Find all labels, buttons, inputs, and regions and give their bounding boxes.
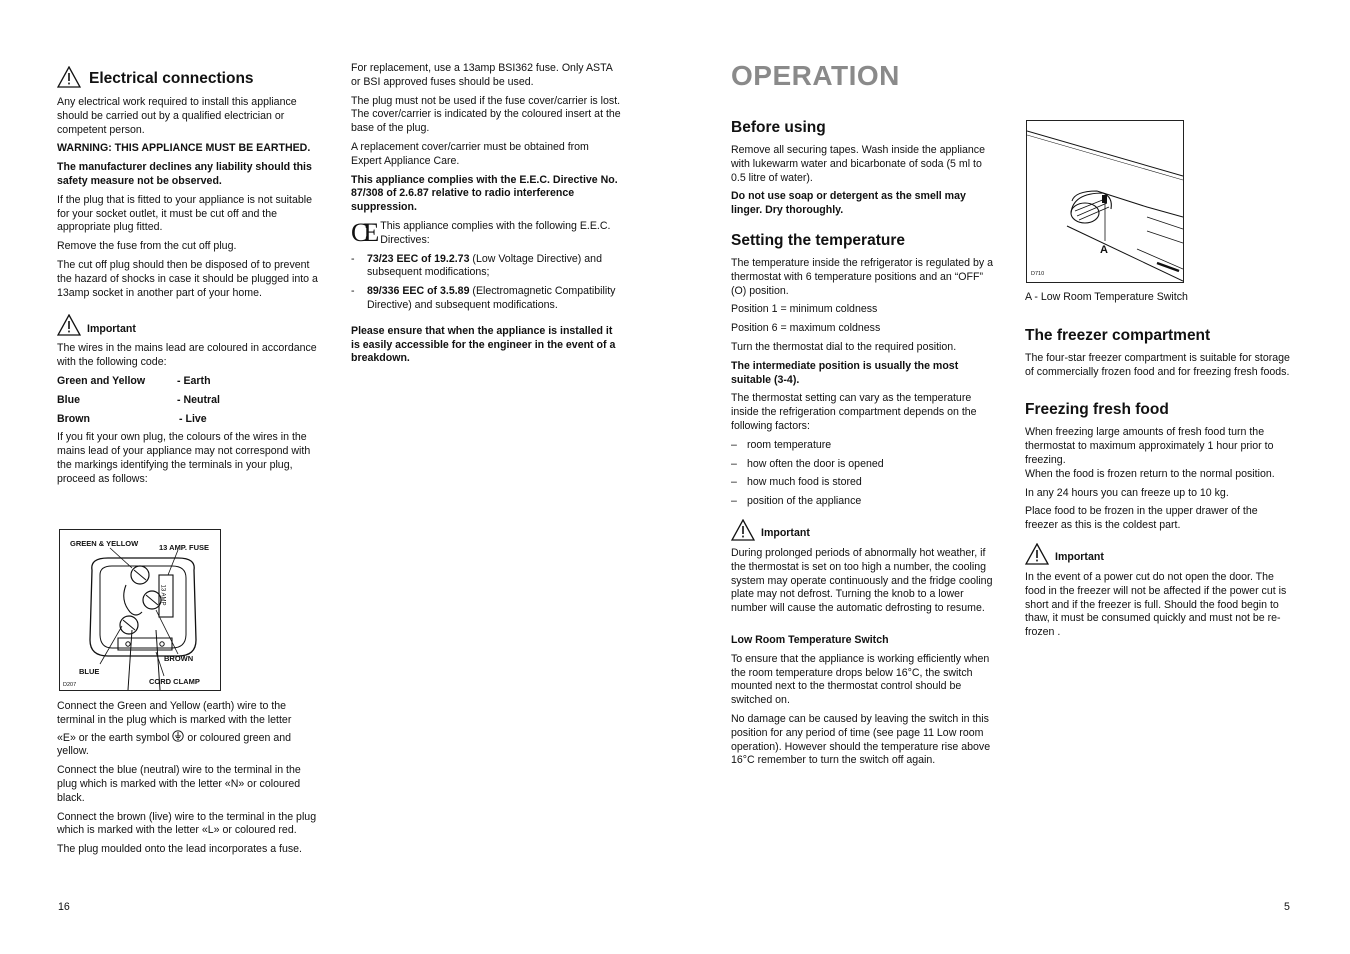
warning-text: WARNING: THIS APPLIANCE MUST BE EARTHED. [57,142,311,155]
directive-item: - 73/23 EEC of 19.2.73 (Low Voltage Directive) and subsequent modifications; [351,252,602,279]
text-paragraph: When freezing large amounts of fresh food turn the thermostat to maximum approximately 1 hour prior to freezing. [1025,426,1274,466]
electrical-heading: Electrical connections [89,70,254,87]
directive-code: 73/23 EEC of 19.2.73 [367,252,470,265]
switch-diagram [1027,121,1183,282]
warning-triangle-icon [57,314,81,336]
figure-code: D207 [63,682,77,688]
before-using-heading: Before using [731,119,826,136]
figure-code: D710 [1031,271,1045,277]
text-paragraph: Remove all securing tapes. Wash inside the appliance with lukewarm water and bicarbonate of soda (5 ml to 0.5 litre of water). [731,144,985,184]
text-paragraph: The four-star freezer compartment is suitable for storage of commercially frozen food and for freezing fresh foods. [1025,351,1290,378]
earth-symbol-icon [172,730,184,742]
factor-text: room temperature [747,438,832,451]
text-paragraph: The wires in the mains lead are coloured in accordance with the following code: [57,342,317,369]
wire-role: - Live [179,412,207,425]
switch-heading: Low Room Temperature Switch [731,633,889,646]
label-fuse-body: 13 AMP [159,584,166,606]
wire-colour: Blue [57,393,80,406]
text-paragraph: Remove the fuse from the cut off plug. [57,240,237,253]
temperature-heading: Setting the temperature [731,231,905,249]
text-paragraph: Connect the blue (neutral) wire to the terminal in the plug which is marked with the letter «N» or coloured black. [57,764,301,804]
factor-item: – how much food is stored [731,476,862,489]
text-paragraph: The cut off plug should then be disposed of to prevent the hazard of shocks in case it should be plugged into a 13amp socket in another part of your home. [57,258,318,299]
liability-text: The manufacturer declines any liability should this safety measure not be observed. [57,161,312,187]
directive-desc: (Electromagnetic Compatibility Directive) and subsequent modifications. [367,285,616,311]
text-paragraph: For replacement, use a 13amp BSI362 fuse. Only ASTA or BSI approved fuses should be used. [351,62,613,88]
freezer-heading: The freezer compartment [1025,326,1211,344]
text-paragraph: The plug must not be used if the fuse cover/carrier is lost. The cover/carrier is indicated by the coloured insert at the base of the plug. [351,94,621,135]
factor-item: – position of the appliance [731,495,862,508]
soap-warning: Do not use soap or detergent as the smell may linger. Dry thoroughly. [731,190,966,217]
important-label: Important [1055,551,1104,564]
fresh-food-heading: Freezing fresh food [1025,401,1169,419]
label-cord-clamp: CORD CLAMP [149,677,200,686]
label-brown: BROWN [164,654,194,663]
ce-text: This appliance complies with the following E.E.C. Directives: [380,219,611,246]
earth-text-pre: «E» or the earth symbol [57,731,170,744]
factor-text: how often the door is opened [747,457,884,470]
factor-item: – room temperature [731,438,832,451]
left-column-1 [57,66,322,492]
factor-text: position of the appliance [747,495,862,508]
text-paragraph: To ensure that the appliance is working efficiently when the room temperature drops below 16°C, the switch mounted next to the thermostat control should be switched on. [731,652,990,707]
earth-text-post: or coloured green and yellow. [57,731,292,758]
text-paragraph: In the event of a power cut do not open the door. The food in the freezer will not be affected if the power cut is short and if the freezer is full. Should the food begin to thaw, it must be consumed quickly and must not be re-frozen . [1025,570,1287,639]
text-paragraph: The temperature inside the refrigerator is regulated by a thermostat with 6 temperature positions and an “OFF” (O) position. [731,256,994,297]
text-paragraph: Position 1 = minimum coldness [731,303,878,316]
label-blue: BLUE [79,667,100,676]
page-number-left: 16 [58,901,70,913]
earth-symbol-paragraph [57,730,322,760]
text-paragraph: Connect the brown (live) wire to the terminal in the plug which is marked with the letter «L» or coloured red. [57,810,317,837]
left-column-1-lower [57,700,322,862]
directive-text: This appliance complies with the E.E.C. Directive No. 87/308 of 2.6.87 relative to radio interference suppression. [351,173,618,214]
text-paragraph: In any 24 hours you can freeze up to 10 kg. [1025,486,1229,499]
text-paragraph: No damage can be caused by leaving the switch in this position for any period of time (see page 11 Low room operation). However should the temperature rise above 16°C remember to turn the switch off again. [731,712,991,767]
text-paragraph: When the food is frozen return to the normal position. [1025,467,1275,480]
wire-role: - Neutral [177,393,220,406]
important-row [1025,543,1293,565]
text-paragraph: Connect the Green and Yellow (earth) wire to the terminal in the plug which is marked with the letter [57,700,292,726]
switch-figure [1026,120,1184,283]
text-paragraph: Any electrical work required to install this appliance should be carried out by a qualified electrician or competent person. [57,96,297,136]
important-row [731,519,999,541]
directive-item: - 89/336 EEC of 3.5.89 (Electromagnetic Compatibility Directive) and subsequent modifications. [351,285,616,311]
page-title: OPERATION [731,60,900,91]
text-paragraph: Place food to be frozen in the upper drawer of the freezer as this is the coldest part. [1025,505,1258,532]
warning-triangle-icon [731,519,755,541]
directive-code: 89/336 EEC of 3.5.89 [367,285,470,298]
text-paragraph: The thermostat setting can vary as the temperature inside the refrigeration compartment depends on the following factors: [731,392,977,432]
wire-code-row [57,413,322,427]
wire-colour: Brown [57,412,90,425]
wire-colour: Green and Yellow [57,374,146,387]
text-paragraph: If the plug that is fitted to your appliance is not suitable for your socket outlet, it must be cut off and the appropriate plug fitted. [57,193,312,234]
important-label: Important [761,527,810,540]
ce-mark-icon: CE [351,217,375,247]
directive-desc: (Low Voltage Directive) and subsequent modifications; [367,252,602,279]
warning-triangle-icon [1025,543,1049,565]
label-fuse: 13 AMP. FUSE [159,543,210,552]
page-number-right: 5 [1284,901,1290,913]
right-column-4 [1025,291,1293,645]
text-paragraph: The plug moulded onto the lead incorporates a fuse. [57,843,302,856]
factor-text: how much food is stored [747,476,862,489]
accessibility-note: Please ensure that when the appliance is installed it is easily accessible for the engineer in the event of a breakdown. [351,324,616,365]
label-green-yellow: GREEN & YELLOW [70,539,139,548]
wire-role: - Earth [177,374,211,387]
intermediate-note: The intermediate position is usually the most suitable (3-4). [731,359,959,386]
electrical-heading-row [57,66,322,88]
figure-caption: A - Low Room Temperature Switch [1025,291,1188,303]
plug-diagram [60,530,220,690]
plug-wiring-figure [59,529,221,691]
figure-label-a: A [1100,244,1108,256]
left-column-2 [351,62,621,371]
important-row [57,314,322,336]
wire-code-row [57,394,322,408]
wire-code-row [57,375,322,389]
text-paragraph: If you fit your own plug, the colours of the wires in the mains lead of your appliance may not correspond with the markings identifying the terminals in your plug, proceed as follows: [57,431,311,485]
factor-item: – how often the door is opened [731,457,884,470]
text-paragraph: A replacement cover/carrier must be obtained from Expert Appliance Care. [351,140,589,167]
text-paragraph: Turn the thermostat dial to the required position. [731,340,957,353]
right-column-3 [731,119,999,773]
warning-triangle-icon [57,66,81,88]
text-paragraph: During prolonged periods of abnormally hot weather, if the thermostat is set on too high a number, the cooling system may operate continuously and the fridge cooling plate may not defrost. Turning the knob to a lower number will cause the automatic defrosting to resume. [731,546,993,615]
text-paragraph: Position 6 = maximum coldness [731,322,881,335]
ce-compliance [351,217,621,248]
important-label: Important [87,322,136,335]
